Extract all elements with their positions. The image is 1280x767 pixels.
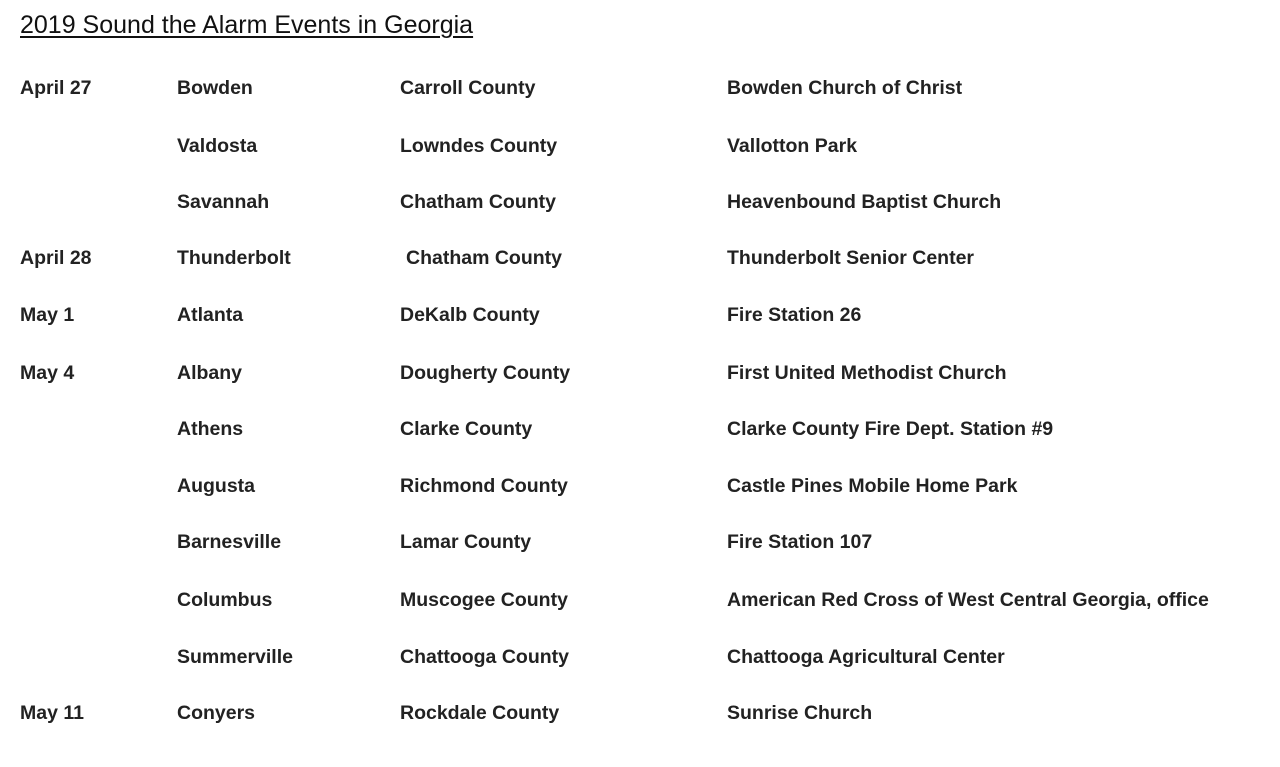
event-date: April 28	[20, 247, 92, 269]
event-row	[0, 300, 1280, 330]
event-city: Columbus	[177, 589, 273, 611]
event-county: Clarke County	[400, 418, 533, 440]
event-date: May 1	[20, 304, 75, 326]
event-row	[0, 414, 1280, 444]
event-venue: Vallotton Park	[727, 135, 858, 157]
event-venue: Fire Station 26	[727, 304, 862, 326]
event-row	[0, 642, 1280, 672]
event-row	[0, 527, 1280, 557]
event-row	[0, 585, 1280, 615]
event-row	[0, 698, 1280, 728]
event-date: May 11	[20, 702, 84, 724]
event-row	[0, 73, 1280, 103]
event-city: Athens	[177, 418, 244, 440]
event-county: Chatham County	[400, 191, 556, 213]
event-city: Atlanta	[177, 304, 244, 326]
event-county: Chatham County	[406, 247, 562, 269]
event-county: Lowndes County	[400, 135, 558, 157]
event-row	[0, 131, 1280, 161]
event-row	[0, 243, 1280, 273]
event-venue: Chattooga Agricultural Center	[727, 646, 1005, 668]
event-row	[0, 358, 1280, 388]
event-city: Conyers	[177, 702, 256, 724]
event-county: DeKalb County	[400, 304, 540, 326]
event-row	[0, 471, 1280, 501]
event-venue: Heavenbound Baptist Church	[727, 191, 1002, 213]
event-venue: First United Methodist Church	[727, 362, 1007, 384]
event-county: Richmond County	[400, 475, 568, 497]
event-venue: Sunrise Church	[727, 702, 873, 724]
event-city: Augusta	[177, 475, 255, 497]
event-city: Thunderbolt	[177, 247, 291, 269]
event-county: Lamar County	[400, 531, 532, 553]
event-row	[0, 187, 1280, 217]
event-city: Savannah	[177, 191, 270, 213]
event-county: Rockdale County	[400, 702, 560, 724]
event-city: Barnesville	[177, 531, 282, 553]
event-county: Carroll County	[400, 77, 536, 99]
event-date: April 27	[20, 77, 92, 99]
event-county: Chattooga County	[400, 646, 569, 668]
event-city: Bowden	[177, 77, 253, 99]
event-city: Summerville	[177, 646, 293, 668]
event-city: Valdosta	[177, 135, 258, 157]
event-county: Dougherty County	[400, 362, 571, 384]
event-venue: Thunderbolt Senior Center	[727, 247, 975, 269]
event-venue: Clarke County Fire Dept. Station #9	[727, 418, 1054, 440]
event-venue: American Red Cross of West Central Georgia, office	[727, 589, 1209, 611]
event-date: May 4	[20, 362, 75, 384]
event-county: Muscogee County	[400, 589, 568, 611]
event-venue: Fire Station 107	[727, 531, 873, 553]
event-venue: Castle Pines Mobile Home Park	[727, 475, 1018, 497]
event-city: Albany	[177, 362, 243, 384]
event-venue: Bowden Church of Christ	[727, 77, 963, 99]
document-title: 2019 Sound the Alarm Events in Georgia	[20, 11, 474, 39]
